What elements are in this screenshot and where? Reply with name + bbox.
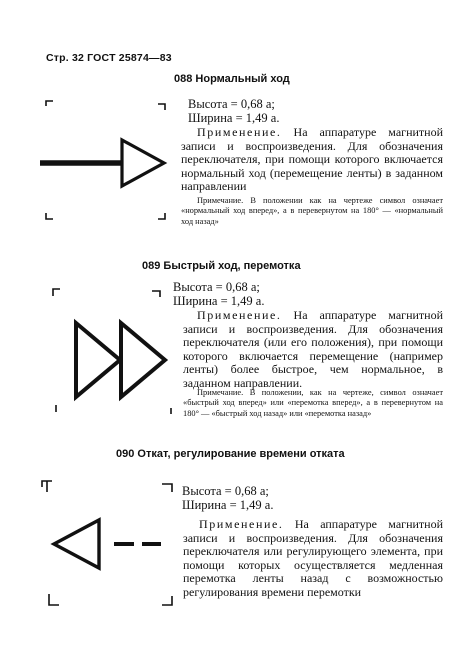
note-label: Примечание. <box>197 388 244 397</box>
section-090-height: Высота = 0,68 a; <box>182 484 269 498</box>
triangle-left <box>54 520 99 568</box>
usage-text: На аппаратуре магнитной записи и воспроизведения. Для обозначения переключателя (или его положения), при помощи которого включается перемещение (например ленты) более быстрое, чем нормальное, в заданном направлении. <box>183 308 443 390</box>
section-090-usage <box>183 518 443 600</box>
usage-label: Применение. <box>197 308 282 322</box>
usage-text: На аппаратуре магнитной записи и воспроизведения. Для обозначения переключателя или регулирующего элемента, при помощи которых осуществляется медленная перемотка ленты назад с возможностью регулирования времени перемотки <box>183 517 443 599</box>
note-text: В положении, как на чертеже, символ означает «быстрый ход вперед» или «перемотка вперед», а в перевернутом на 180° — «быстрый ход назад» или «перемотка назад» <box>183 388 443 418</box>
note-label: Примечание. <box>197 196 244 205</box>
section-089-title: 089 Быстрый ход, перемотка <box>142 260 301 272</box>
section-088-height: Высота = 0,68 a; <box>188 97 275 111</box>
usage-label: Применение. <box>197 125 282 139</box>
usage-label: Применение. <box>199 517 284 531</box>
section-088-width: Ширина = 1,49 a. <box>188 111 280 125</box>
section-089-width: Ширина = 1,49 a. <box>173 294 265 308</box>
section-088-title: 088 Нормальный ход <box>174 73 290 85</box>
page-header: Стр. 32 ГОСТ 25874—83 <box>46 52 172 64</box>
note-text: В положении как на чертеже символ означает «нормальный ход вперед», а в перевернутом на 180° — «нормальный ход назад» <box>181 196 443 226</box>
section-090-title: 090 Откат, регулирование времени отката <box>116 448 345 460</box>
section-090-width: Ширина = 1,49 a. <box>182 498 274 512</box>
section-089-height: Высота = 0,68 a; <box>173 280 260 294</box>
usage-text: На аппаратуре магнитной записи и воспроизведения. Для обозначения переключателя, при помощи которого включается нормальный ход (перемещение ленты) в заданном направлении <box>181 125 443 194</box>
